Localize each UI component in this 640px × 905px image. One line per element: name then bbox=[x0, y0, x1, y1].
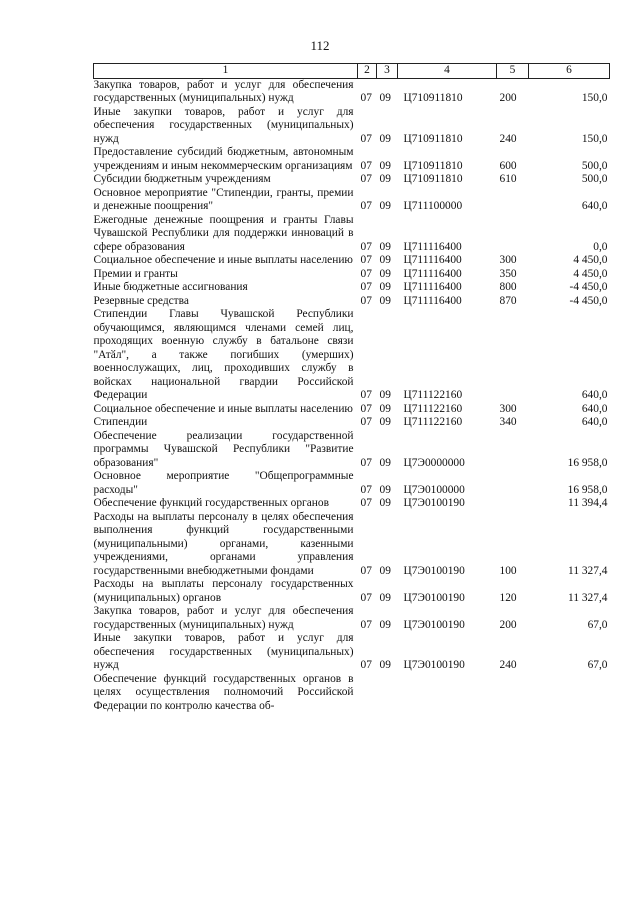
row-name: Закупка товаров, работ и услуг для обеспечения государственных (муниципальных) нужд bbox=[93, 605, 354, 631]
header-col-5: 5 bbox=[497, 64, 529, 79]
table-row bbox=[94, 632, 610, 673]
row-target-code: Ц711122160 bbox=[403, 389, 463, 401]
row-amount bbox=[529, 673, 610, 714]
row-expense-type: 610 bbox=[499, 173, 517, 185]
row-subsection: 09 bbox=[379, 200, 391, 212]
table-row bbox=[94, 308, 610, 403]
table-row bbox=[94, 470, 610, 497]
table-row bbox=[94, 403, 610, 417]
row-target-code: Ц7Э0100190 bbox=[403, 618, 465, 631]
table-row bbox=[94, 430, 610, 471]
row-target-code: Ц710911810 bbox=[403, 159, 463, 172]
row-subsection: 09 bbox=[379, 254, 391, 266]
row-expense-type bbox=[497, 430, 529, 471]
row-subsection: 09 bbox=[379, 659, 391, 671]
row-name: Иные бюджетные ассигнования bbox=[93, 281, 248, 293]
header-col-2: 2 bbox=[358, 64, 377, 79]
row-target-code: Ц711116400 bbox=[403, 294, 462, 307]
row-subsection: 09 bbox=[379, 402, 391, 415]
table-row bbox=[94, 214, 610, 255]
row-amount: 67,0 bbox=[587, 618, 608, 631]
row-section: 07 bbox=[360, 497, 372, 509]
row-amount: 150,0 bbox=[581, 132, 608, 145]
row-section: 07 bbox=[360, 267, 372, 280]
table-row bbox=[94, 673, 610, 714]
row-subsection: 09 bbox=[379, 267, 391, 280]
row-section: 07 bbox=[360, 416, 372, 428]
row-target-code: Ц710911810 bbox=[403, 92, 463, 104]
row-amount: 640,0 bbox=[581, 402, 608, 415]
row-subsection: 09 bbox=[379, 483, 391, 496]
page-number: 112 bbox=[310, 38, 330, 53]
row-name: Обеспечение функций государственных органов bbox=[93, 497, 329, 509]
row-subsection: 09 bbox=[379, 240, 391, 253]
row-amount: 640,0 bbox=[581, 200, 608, 212]
row-amount: 150,0 bbox=[581, 92, 608, 104]
row-amount: 4 450,0 bbox=[573, 267, 608, 280]
table-row bbox=[94, 106, 610, 147]
row-target-code: Ц7Э0100190 bbox=[403, 591, 465, 604]
table-row bbox=[94, 578, 610, 605]
table-header bbox=[94, 64, 610, 79]
row-name: Стипендии Главы Чувашской Республики обучающимся, являющимся членами семей лиц, проходящих военную службу в батальоне связи "Атӑл", а также погибших (умерших) военнослужащих, лиц, проходивших службу в войсках национальной гвардии Российской Федерации bbox=[93, 308, 354, 401]
header-col-3: 3 bbox=[377, 64, 398, 79]
row-name: Закупка товаров, работ и услуг для обеспечения государственных (муниципальных) нужд bbox=[93, 78, 354, 104]
header-col-1: 1 bbox=[94, 64, 358, 79]
row-expense-type: 120 bbox=[499, 591, 517, 604]
table-row bbox=[94, 173, 610, 187]
header-row bbox=[94, 64, 610, 79]
row-subsection: 09 bbox=[379, 173, 391, 185]
row-amount: 16 958,0 bbox=[567, 456, 608, 469]
row-expense-type: 240 bbox=[499, 659, 517, 671]
table-row bbox=[94, 254, 610, 268]
row-name: Расходы на выплаты персоналу в целях обеспечения выполнения функций государственными (муниципальными) органами, казенными учреждениями, органами управления государственными внебюджетными фондами bbox=[93, 510, 354, 577]
budget-table-container bbox=[93, 63, 609, 713]
row-expense-type: 870 bbox=[499, 294, 517, 307]
row-amount: 11 327,4 bbox=[568, 591, 608, 604]
row-amount: 11 327,4 bbox=[568, 564, 608, 577]
row-target-code: Ц7Э0100190 bbox=[403, 497, 465, 509]
row-section: 07 bbox=[360, 618, 372, 631]
row-amount: 16 958,0 bbox=[567, 483, 608, 496]
row-expense-type bbox=[497, 308, 529, 403]
row-section: 07 bbox=[360, 564, 372, 577]
row-name: Обеспечение функций государственных органов в целях осуществления полномочий Российской Федерации по контролю качества об- bbox=[93, 672, 354, 712]
row-name: Расходы на выплаты персоналу государственных (муниципальных) органов bbox=[93, 578, 354, 604]
row-subsection: 09 bbox=[379, 618, 391, 631]
row-amount: -4 450,0 bbox=[569, 294, 608, 307]
row-section: 07 bbox=[360, 92, 372, 104]
row-expense-type bbox=[497, 214, 529, 255]
row-section: 07 bbox=[360, 200, 372, 212]
row-target-code: Ц711116400 bbox=[403, 254, 462, 266]
row-name: Основное мероприятие "Стипендии, гранты, премии и денежные поощрения" bbox=[93, 186, 354, 212]
table-body bbox=[94, 78, 610, 713]
row-amount: -4 450,0 bbox=[569, 281, 608, 293]
row-section: 07 bbox=[360, 281, 372, 293]
row-expense-type: 600 bbox=[499, 159, 517, 172]
row-expense-type bbox=[497, 470, 529, 497]
row-target-code: Ц7Э0100190 bbox=[403, 564, 465, 577]
row-section: 07 bbox=[360, 173, 372, 185]
row-expense-type: 300 bbox=[499, 254, 517, 266]
row-section: 07 bbox=[360, 591, 372, 604]
row-name: Премии и гранты bbox=[93, 267, 178, 280]
row-expense-type: 200 bbox=[499, 618, 517, 631]
table-row bbox=[94, 511, 610, 579]
row-subsection: 09 bbox=[379, 159, 391, 172]
row-subsection: 09 bbox=[379, 132, 391, 145]
row-subsection: 09 bbox=[379, 591, 391, 604]
row-name: Обеспечение реализации государственной программы Чувашской Республики "Развитие образования" bbox=[93, 429, 354, 469]
row-expense-type bbox=[497, 673, 529, 714]
row-expense-type: 100 bbox=[499, 564, 517, 577]
row-section: 07 bbox=[360, 456, 372, 469]
row-target-code: Ц7Э0000000 bbox=[403, 456, 465, 469]
row-expense-type: 800 bbox=[499, 281, 517, 293]
row-section: 07 bbox=[360, 254, 372, 266]
row-subsection: 09 bbox=[379, 497, 391, 509]
row-amount: 11 394,4 bbox=[568, 497, 608, 509]
row-subsection: 09 bbox=[379, 92, 391, 104]
row-amount: 640,0 bbox=[581, 416, 608, 428]
row-target-code: Ц7Э0100000 bbox=[403, 483, 465, 496]
row-target-code: Ц710911810 bbox=[403, 173, 463, 185]
row-expense-type: 300 bbox=[499, 402, 517, 415]
row-name: Резервные средства bbox=[93, 294, 189, 307]
row-name: Иные закупки товаров, работ и услуг для обеспечения государственных (муниципальных) нужд bbox=[93, 632, 354, 671]
row-name: Стипендии bbox=[93, 416, 148, 428]
row-amount: 500,0 bbox=[581, 173, 608, 185]
row-subsection bbox=[377, 673, 398, 714]
row-amount: 640,0 bbox=[581, 389, 608, 401]
row-name: Ежегодные денежные поощрения и гранты Главы Чувашской Республики для поддержки инноваций в сфере образования bbox=[93, 213, 354, 253]
row-target-code: Ц711100000 bbox=[403, 200, 463, 212]
row-amount: 67,0 bbox=[587, 659, 608, 671]
row-target-code: Ц7Э0100190 bbox=[403, 659, 465, 671]
row-name: Предоставление субсидий бюджетным, автономным учреждениям и иным некоммерческим организациям bbox=[93, 146, 354, 172]
row-expense-type bbox=[497, 497, 529, 511]
row-section: 07 bbox=[360, 483, 372, 496]
table-row bbox=[94, 281, 610, 295]
row-expense-type: 240 bbox=[499, 132, 517, 145]
row-target-code: Ц711122160 bbox=[403, 416, 463, 428]
row-name: Субсидии бюджетным учреждениям bbox=[93, 173, 271, 185]
row-subsection: 09 bbox=[379, 416, 391, 428]
table-row bbox=[94, 78, 610, 106]
table-row bbox=[94, 268, 610, 282]
row-section: 07 bbox=[360, 389, 372, 401]
row-section: 07 bbox=[360, 402, 372, 415]
table-row bbox=[94, 416, 610, 430]
row-amount: 500,0 bbox=[581, 159, 608, 172]
table-row bbox=[94, 295, 610, 309]
row-section: 07 bbox=[360, 159, 372, 172]
table-row bbox=[94, 497, 610, 511]
table-row bbox=[94, 605, 610, 632]
row-amount: 4 450,0 bbox=[573, 254, 608, 266]
row-section: 07 bbox=[360, 659, 372, 671]
row-name: Социальное обеспечение и иные выплаты населению bbox=[93, 402, 353, 415]
row-name: Социальное обеспечение и иные выплаты населению bbox=[93, 254, 353, 266]
table-row bbox=[94, 146, 610, 173]
row-section bbox=[358, 673, 377, 714]
row-name: Иные закупки товаров, работ и услуг для обеспечения государственных (муниципальных) нужд bbox=[93, 105, 354, 145]
row-target-code: Ц710911810 bbox=[403, 132, 463, 145]
row-subsection: 09 bbox=[379, 564, 391, 577]
header-col-6: 6 bbox=[529, 64, 610, 79]
row-subsection: 09 bbox=[379, 456, 391, 469]
table-row bbox=[94, 187, 610, 214]
row-name: Основное мероприятие "Общепрограммные расходы" bbox=[93, 470, 354, 496]
row-subsection: 09 bbox=[379, 389, 391, 401]
header-col-4: 4 bbox=[398, 64, 497, 79]
row-expense-type: 200 bbox=[499, 92, 517, 104]
row-expense-type bbox=[497, 187, 529, 214]
row-amount: 0,0 bbox=[593, 240, 608, 253]
row-expense-type: 340 bbox=[499, 416, 517, 428]
row-subsection: 09 bbox=[379, 294, 391, 307]
row-target-code: Ц711116400 bbox=[403, 267, 462, 280]
row-section: 07 bbox=[360, 132, 372, 145]
row-section: 07 bbox=[360, 294, 372, 307]
row-target-code bbox=[398, 673, 497, 714]
row-target-code: Ц711116400 bbox=[403, 281, 462, 293]
row-section: 07 bbox=[360, 240, 372, 253]
budget-table bbox=[93, 63, 610, 713]
row-subsection: 09 bbox=[379, 281, 391, 293]
row-target-code: Ц711122160 bbox=[403, 402, 463, 415]
row-target-code: Ц711116400 bbox=[403, 240, 462, 253]
row-expense-type: 350 bbox=[499, 267, 517, 280]
